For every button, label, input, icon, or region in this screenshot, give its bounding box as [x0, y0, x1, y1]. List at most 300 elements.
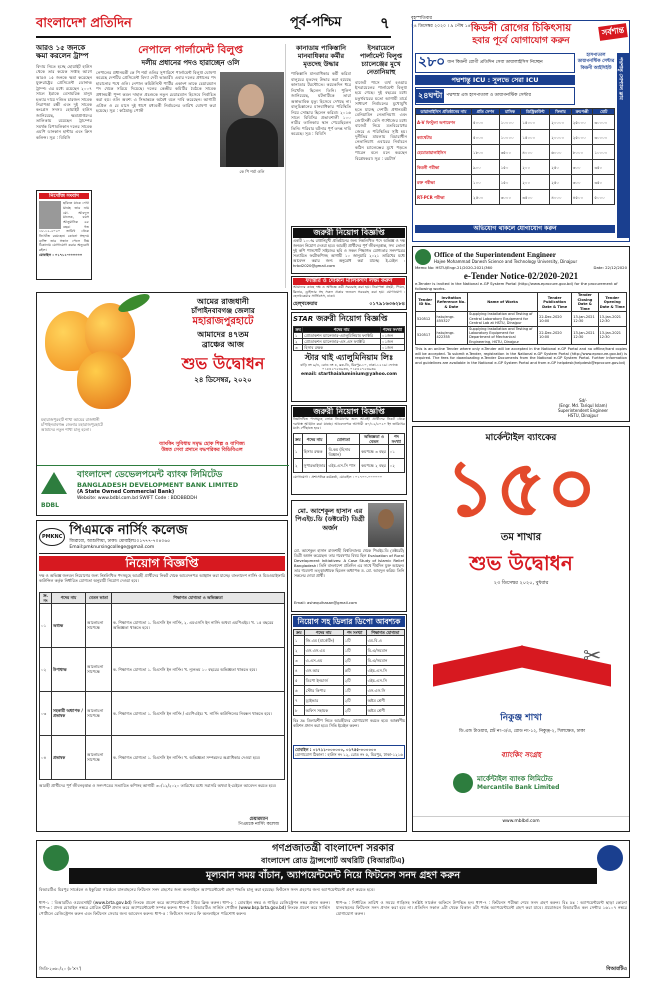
- israel-headline: ইসরায়েলে পার্লামেন্ট বিলুপ্ত চ্যালেঞ্জের মুখে নেতানিয়াহু: [359, 44, 403, 77]
- mango-leaf: [116, 290, 152, 315]
- phd-header: [294, 503, 404, 547]
- table-cell: ৫টি: [343, 666, 366, 676]
- table-header-cell: ডিস্ট্রিকাউন্ট: [521, 109, 550, 115]
- kidney-icu-banner: পদ্মশান্তু ICU : সুলভে সেরা ICU: [415, 75, 575, 85]
- recruit-ad-1-body: একটি ১০০% রপ্তানিমুখী প্রতিষ্ঠানের জন্য নিম্নলিখিত পদে অভিজ্ঞ ও দক্ষ জনবল নিয়োগ দেওয়া হবে। আগ্রহী প্রার্থীদের পূর্ণ জীবনবৃত্তান্ত, সদ্য তোলা দুই কপি পাসপোর্ট সাইজের ছবি ও সকল শিক্ষাগত যোগ্যতার সনদপত্রের সত্যায়িত ফটোকপিসহ আগামী ১০ জানুয়ারি ২০২১ তারিখের মধ্যে আবেদন করার জন্য অনুরোধ করা যাচ্ছে। ই-মেইল : hrbd2020@gmail.com: [293, 238, 405, 268]
- mercantile-address: ডি.এন্ড টাওয়ার, প্লট নং-৩/এ, রোড নং-১২, নিকুঞ্জ-২, খিলক্ষেত, ঢাকা: [458, 729, 586, 734]
- table-cell: ৮: [294, 706, 305, 716]
- table-cell: ৯০০: [472, 160, 500, 175]
- table-header-row: [40, 592, 285, 603]
- table-header-cell: মাসিক: [499, 109, 521, 115]
- recruit-ad-1-title: জরুরী নিয়োগ বিজ্ঞপ্তি: [293, 228, 405, 238]
- table-cell: ১০০০০: [499, 115, 521, 130]
- table-cell: ২৫০: [550, 160, 572, 175]
- page-number: ৭: [380, 14, 390, 32]
- kidney-stat-row: [415, 53, 575, 73]
- table-cell: আলোচনা সাপেক্ষে: [86, 647, 112, 691]
- dealer-contact-box: [293, 745, 405, 759]
- table-header-row: [294, 434, 405, 445]
- kidney-side-text: হাসপাতাল ডায়াগনস্টিক সেন্টার কিডনী আইসিইউ: [577, 53, 615, 71]
- table-cell: সহকারী অধ্যাপক / প্রভাষক: [52, 691, 86, 735]
- table-cell: ৩০০০০: [593, 115, 615, 130]
- mango-line-1: আমের রাজধানী: [197, 297, 249, 306]
- table-header-cell: Tender Publication Date & Time: [538, 293, 572, 312]
- table-cell: ২: [294, 339, 303, 345]
- kidney-title-1: কিডনী রোগের চিকিৎসায়: [470, 23, 572, 34]
- hstu-sign: Sd/-: [579, 398, 587, 403]
- table-cell: অধ্যক্ষ: [52, 603, 86, 647]
- dealer-contact-2: যোগাযোগ ঠিকানা : হাউস নং ১২, রোড নং ৫, মিরপুর, ঢাকা-১২১৬: [295, 752, 403, 758]
- table-row: [294, 666, 405, 676]
- table-cell: ৩০০: [571, 175, 593, 190]
- hstu-university: Hajee Mohammad Danesh Science and Technology University, Dinajpur: [434, 259, 578, 265]
- table-cell: ০১জন: [380, 345, 404, 351]
- table-cell: 22-Dec-2020 10:00: [538, 326, 572, 345]
- bd-gov-emblem: [43, 845, 69, 871]
- table-cell: এইচ.এস.সি পাস: [327, 459, 360, 473]
- table-cell: ৫০০০: [593, 190, 615, 205]
- bdbl-logo-shape: [41, 472, 67, 494]
- recruit-ad-2-title: জরুরী নিয়োগ বিজ্ঞপ্তি: [293, 407, 405, 417]
- mango-illustration: [37, 293, 157, 413]
- table-header-row: [416, 293, 627, 312]
- table-cell: ৩৫০০: [499, 145, 521, 160]
- mercantile-top: মার্কেন্টাইল ব্যাংকের: [485, 433, 557, 443]
- table-cell: ৪: [294, 666, 305, 676]
- nursing-ad: [36, 520, 288, 832]
- kidney-vertical-strip: [617, 53, 629, 238]
- table-row: [40, 647, 285, 691]
- star-logo: STAR: [293, 314, 314, 323]
- table-header-cell: মোট: [593, 109, 615, 115]
- nepal-article: [96, 44, 286, 288]
- table-header-cell: Tender Opening Date & Time: [598, 293, 626, 312]
- nursing-sign-2: পিএমকে নার্সিং কলেজ: [238, 822, 279, 828]
- table-header-cell: পদ সংখ্যা: [343, 630, 366, 636]
- mango-opening: শুভ উদ্বোধন: [181, 354, 265, 374]
- brta-steps-right: ধাপ-৬ : নির্ধারিত তারিখ ও সময়ে গাড়িসহ সংশ্লিষ্ট সার্কেল অফিসে উপস্থিত হন। ধাপ-৭ : ফিটনেস পরীক্ষা শেষে সনদ গ্রহণ করুন। বিঃ দ্রঃ : অ্যাপয়েন্টমেন্ট ছাড়া কোনো যানবাহনের ফিটনেস সনদ প্রদান করা হবে না। প্রতিদিন সকাল ৯টা থেকে বিকাল ৫টা পর্যন্ত অ্যাপয়েন্টমেন্ট গ্রহণ করা যাবে। প্রয়োজনে বিআরটিএ কল সেন্টার ১৬১০৭ নম্বরে যোগাযোগ করুন।: [336, 899, 627, 916]
- recruit-ad-2: [291, 405, 407, 495]
- table-cell: ক্যাথেটার: [416, 130, 472, 145]
- star-thai-table: [293, 326, 405, 351]
- nursing-logo: PMKNC: [39, 528, 65, 546]
- nepal-subhead: দলীয় প্রধানের পদও হারাচ্ছেন ওলি: [141, 59, 240, 68]
- table-cell: ১৫০: [499, 160, 521, 175]
- table-cell: অষ্টম শ্রেণী: [366, 706, 404, 716]
- missing-notice-phone: মোবাইল : ০১৭১২-০০০০০০: [39, 253, 83, 258]
- table-cell: ক. শিক্ষাগত যোগ্যতা ১. বিএসসি ইন নার্সিং / এমপিএইচ। খ. নার্সিং কাউন্সিলের নিবন্ধন থাকতে হবে।: [112, 691, 285, 735]
- table-cell: ৬: [294, 686, 305, 696]
- mercantile-branch: নিকুঞ্জ শাখা: [500, 713, 542, 723]
- bdbl-sub: (A State Owned Commercial Bank): [77, 489, 175, 496]
- canada-headline: কানাডায় পাকিস্তানি মানবাধিকার কর্মীর মৃতদেহ উদ্ধার: [296, 44, 346, 69]
- table-header-cell: পদের নাম: [303, 327, 381, 333]
- phd-photo-face: [378, 509, 394, 529]
- table-cell: ৩০০০০: [593, 130, 615, 145]
- table-cell: ২৫০০০: [571, 130, 593, 145]
- kidney-ad: [412, 20, 630, 242]
- table-cell: অষ্টম শ্রেণী: [366, 696, 404, 706]
- bdbl-mango-ad: [36, 292, 288, 516]
- mercantile-number: ১৫০: [445, 443, 597, 535]
- manpower-phone: ০১৭৯১৬৩৬২৮৪: [369, 300, 405, 307]
- table-cell: ০৩: [40, 691, 52, 735]
- table-row: [40, 735, 285, 779]
- table-header-cell: Name of Works: [468, 293, 538, 312]
- table-header-cell: শিক্ষাগত যোগ্যতা ও অভিজ্ঞতা: [112, 592, 285, 603]
- table-row: [294, 445, 405, 459]
- table-cell: ২: [294, 646, 305, 656]
- table-cell: প্রোডাকশন ম্যানেজার-এস.এস ফ্যাক্টরি: [303, 339, 381, 345]
- table-cell: জি.এম (মার্কেটিং): [304, 636, 343, 646]
- brta-steps-left: ধাপ-১ : বিআরটিএ ওয়েবসাইট (www.brta.gov.bd) লিংকে প্রবেশ করে অ্যাপয়েন্টমেন্ট ট্যাবে ক্লিক করুন। ধাপ-২ : মোবাইল নম্বর ও গাড়ির রেজিস্ট্রেশন নম্বর প্রদান করুন। ধাপ-৩ : প্রদত্ত মোবাইল নম্বরে প্রেরিত OTP প্রদান করে অ্যাপয়েন্টমেন্ট সম্পন্ন করুন। ধাপ-৪ : বিআরটিএ সার্ভিস পোর্টাল (www.bsp.brta.gov.bd) লিংকে প্রবেশ করে সার্ভিস পোর্টালে রেজিস্ট্রেশন করুন এবং ফিটনেস সেবার জন্য আবেদন করুন। ধাপ-৫ : ফিটনেস সনদের ফি অনলাইনে পরিশোধ করুন।: [39, 899, 330, 916]
- mango-line-5: ব্রাঞ্চের আজ: [202, 340, 244, 350]
- table-cell: ১৫০০০: [521, 115, 550, 130]
- nursing-intro: দক্ষ ও অভিজ্ঞ জনবল নিয়োগের জন্য নিম্নলিখিত পদসমূহে আগ্রহী প্রার্থীদের নিকট থেকে আবেদনপত্র আহ্বান করা যাচ্ছে। বাংলাদেশ নার্সিং ও মিডওয়াইফারি কাউন্সিল কর্তৃক নির্ধারিত যোগ্যতা অনুযায়ী নিয়োগ দেওয়া হবে।: [39, 572, 285, 583]
- table-cell: hstu/engr-422355: [435, 326, 468, 345]
- table-cell: ২০০: [521, 160, 550, 175]
- table-cell: ৩৫০০: [521, 190, 550, 205]
- mango-line-2: চাঁপাইনবাবগঞ্জ জেলার: [191, 307, 255, 315]
- table-header-cell: ক্রম: [294, 434, 303, 445]
- table-cell: আলোচনা সাপেক্ষে: [86, 735, 112, 779]
- table-row: [294, 339, 405, 345]
- hstu-signer: (Engr. Md. Tariqul Islam): [558, 403, 608, 408]
- brta-steps: [39, 900, 627, 966]
- dealer-title: নিয়োগ সহ ডিলার ডিপো আবশ্যক: [293, 616, 405, 627]
- table-cell: এস.আর: [304, 666, 343, 676]
- table-header-cell: শিক্ষাগত যোগ্যতা: [366, 630, 404, 636]
- kidney-badge: সর্বশান্ত: [598, 23, 628, 41]
- missing-notice-body: ছবিতে যাকে দেখা যাচ্ছে তার নাম মো. আবদুল মালেক, বয়স আনুমানিক ৬৫ বছর। গত ১৮-১২-২০২০ তারিখ থেকে নিখোঁজ রয়েছেন। কোনো সহৃদয় ব্যক্তি তার সন্ধান পেলে নিম্ন ঠিকানায় যোগাযোগ করার অনুরোধ রইল।: [39, 201, 89, 252]
- hstu-tender-table: [415, 292, 627, 345]
- table-cell: সুপারভাইজার: [302, 459, 327, 473]
- hstu-date: Date: 22/12/2020: [593, 265, 627, 270]
- mercantile-opening: শুভ উদ্বোধন: [469, 550, 573, 575]
- table-cell: ১: [294, 333, 303, 339]
- dealer-ad: [291, 614, 407, 832]
- hstu-header: [415, 249, 627, 265]
- table-cell: ২০০০০: [550, 130, 572, 145]
- table-cell: ০১: [388, 445, 404, 459]
- table-header-cell: Tender ID No.: [416, 293, 436, 312]
- mango-branch-note: মহারাজপুরহাট শাখা আমের রাজধানী চাঁপাইনবাবগঞ্জ জেলার মহারাজপুরহাটে আমাদের নতুন শাখা চালু হলো।: [41, 417, 103, 433]
- brta-gov: গণপ্রজাতন্ত্রী বাংলাদেশ সরকার: [272, 843, 394, 854]
- date-weekday: বৃহস্পতিবার: [411, 16, 432, 21]
- table-cell: ২টি: [343, 676, 366, 686]
- table-cell: ২৫০০: [472, 190, 500, 205]
- table-cell: ৭: [294, 696, 305, 706]
- table-header-cell: ক্রম: [295, 327, 301, 332]
- brta-footer: [39, 966, 627, 972]
- brta-logo-icon: [597, 845, 623, 871]
- table-cell: ৫০০০: [472, 115, 500, 130]
- kidney-bottom-banner: অভিযোগ থাকলে যোগাযোগ করুন: [415, 225, 615, 233]
- table-header-cell: ডায়ালাইসিস প্রতিষ্ঠানের নাম: [416, 109, 472, 115]
- table-cell: হিসাব রক্ষক: [303, 345, 381, 351]
- table-row: [294, 459, 405, 473]
- table-cell: কমপক্ষে ৩ বছর: [360, 445, 388, 459]
- missing-notice: [36, 190, 92, 280]
- table-header-cell: ক্রমপঞ্জী: [571, 109, 593, 115]
- table-cell: ১টি: [343, 646, 366, 656]
- nursing-name: পিএমকে নার্সিং কলেজ: [69, 523, 188, 538]
- table-cell: ১: [294, 636, 305, 646]
- table-cell: ৩: [294, 656, 305, 666]
- hstu-office: Office of the Superintendent Engineer: [434, 249, 557, 259]
- mercantile-tag: ব্যাংকিং সংগ্রহ: [501, 751, 541, 759]
- oli-photo-coat: [226, 118, 278, 167]
- brta-org: বাংলাদেশ রোড ট্রান্সপোর্ট অথরিটি (বিআরটিএ): [261, 855, 405, 865]
- table-row: [294, 706, 405, 716]
- table-header-cell: ফিলার: [550, 109, 572, 115]
- table-cell: এম.বি.এ: [366, 636, 404, 646]
- table-row: [416, 326, 627, 345]
- kidney-price-table: [415, 108, 615, 205]
- hstu-signer-place: HSTU, Dinajpur: [567, 413, 599, 418]
- hstu-note: This is an online Tender where only e-Tender will be accepted in the National e-GP Portal and no offline/hard copies will be accepted. To submit e-Tender, registration in the National e-GP System Portal (http://www.eprocure.gov.bd) is required. The fees for downloading e-Tender Documents from the National e-GP System Portal. Further information and guidelines are available in the National e-GP System Portal and from e-GP helpdesk(helpdesk@eprocure.gov.bd): [415, 347, 627, 366]
- star-thai-ad: [291, 312, 407, 402]
- table-cell: ০১জন: [380, 339, 404, 345]
- table-cell: 13-Jan-2021 12:30: [572, 326, 598, 345]
- manpower-title: ফ্যাক্টরি ও দোকান মালিকগণ লক্ষ্য করুন: [293, 278, 405, 285]
- ribbon-left: [433, 645, 523, 686]
- section-title: পূর্ব-পশ্চিম: [290, 15, 342, 30]
- bdbl-names: [77, 470, 285, 501]
- star-thai-header: [293, 314, 405, 324]
- mango-slogan-2: উন্নত সেবা প্রদানে বদ্ধপরিকর বিডিবিএল: [161, 447, 243, 454]
- table-cell: এইচ.এস.সি: [366, 676, 404, 686]
- table-cell: প্রভাষক: [52, 735, 86, 779]
- kidney-hours: ২৪ঘণ্টা: [416, 89, 444, 103]
- table-cell: ক. শিক্ষাগত যোগ্যতা ১. বিএসসি ইন নার্সিং। খ. ন্যূনতম ১০ বছরের অভিজ্ঞতা থাকতে হবে।: [112, 647, 285, 691]
- brta-code: জিডি-২৩৬০/২০ (৮'×৭'): [39, 965, 82, 971]
- table-cell: ড্রাইভার: [304, 696, 343, 706]
- table-row: [294, 333, 405, 339]
- table-cell: Supplying Installation and Testing of Laboratory Equipment for Department of Mechanical Engineering, HSTU, Dinajpur: [468, 326, 538, 345]
- table-cell: ৮০০০: [571, 145, 593, 160]
- bdbl-web: Website: www.bdbl.com.bd SWIFT Code : BDDBBDDH: [77, 495, 198, 501]
- table-cell: ২০০: [521, 175, 550, 190]
- brta-sign: বিআরটিএ: [606, 965, 627, 972]
- table-row: [416, 312, 627, 326]
- table-cell: 22-Dec-2020 10:00: [538, 312, 572, 326]
- kidney-title-2: হবার পূর্বে যোগাযোগ করুন: [472, 35, 570, 46]
- table-header-cell: অভিজ্ঞতা ও বেতন: [360, 434, 388, 445]
- table-row: [294, 345, 405, 351]
- masthead-logo: বাংলাদেশ প্রতিদিন: [36, 16, 132, 31]
- table-cell: ৪৫০০: [571, 190, 593, 205]
- table-row: [416, 175, 615, 190]
- table-cell: ৩৫০: [593, 175, 615, 190]
- table-cell: প্রোডাকশন ম্যানেজার-এ্যালুমিনিয়াম ফ্যাক্টরি: [303, 333, 381, 339]
- israel-body: বাজেট পাসে ব্যর্থ হওয়ায় ইসরায়েলের পার্লামেন্ট বিলুপ্ত হয়ে গেছে। দুই বছরের মধ্যে চতুর্থবারের মতো আগামী মার্চে সাধারণ নির্বাচনের মুখোমুখি হতে যাচ্ছে দেশটি। প্রধানমন্ত্রী বেনিয়ামিন নেতানিয়াহু এবং জোটসঙ্গী বেনি গ্যান্টজের মধ্যে বাজেট নিয়ে মতবিরোধের জেরে এ পরিস্থিতির সৃষ্টি হয়। দুর্নীতির মামলায় বিচারাধীন নেতানিয়াহু এবারের নির্বাচনে কঠিন চ্যালেঞ্জের মুখে পড়তে পারেন বলে মনে করছেন বিশ্লেষকরা। সূত্র : রয়টার্স: [355, 79, 407, 161]
- brta-ad: [36, 840, 630, 978]
- mango-date: ২৪ ডিসেম্বর, ২০২০: [194, 376, 252, 385]
- trump-headline: আরও ১৫ জনকে ক্ষমা করলেন ট্রাম্প: [36, 44, 89, 61]
- mango-fruit-3: [77, 351, 131, 409]
- phd-photo: [368, 503, 404, 547]
- mercantile-web: www.mblbd.com: [413, 816, 629, 825]
- ribbon-scissors-graphic: [433, 637, 611, 697]
- table-cell: 520512: [416, 312, 436, 326]
- table-cell: কিডনী পরীক্ষা: [416, 160, 472, 175]
- table-row: [294, 656, 405, 666]
- table-cell: আলোচনা সাপেক্ষে: [86, 691, 112, 735]
- table-cell: ১০০০০: [593, 145, 615, 160]
- israel-article: [355, 44, 407, 224]
- table-cell: বি.কম (হিসাব বিজ্ঞান): [327, 445, 360, 459]
- manpower-ad: [291, 276, 407, 310]
- missing-person-photo: [39, 201, 61, 229]
- table-header-cell: পদের নাম: [304, 630, 343, 636]
- kidney-hours-row: [415, 87, 575, 105]
- oli-caption: কে পি শর্মা ওলি: [239, 169, 265, 174]
- kidney-stat-number: ২৮০: [418, 54, 446, 71]
- table-row: [294, 686, 405, 696]
- table-cell: কমপক্ষে ২ বছর: [360, 459, 388, 473]
- table-cell: ২৫০: [550, 175, 572, 190]
- trump-body: বিদায় নিতে হচ্ছে হোয়াইট হাউস থেকে তার কয়েক সপ্তাহ আগে আরও ১৫ জনকে ক্ষমা করেছেন যুক্তরাষ্ট্রের প্রেসিডেন্ট ডোনাল্ড ট্রাম্প। এর মধ্যে রয়েছেন ২০০৭ সালে ইরাকে বেসামরিক মানুষ হত্যার দায়ে দণ্ডিত চারজন সাবেক নিরাপত্তা রক্ষী এবং দুই সাবেক কংগ্রেস সদস্য। হোয়াইট হাউস জানিয়েছে, ক্ষমাপ্রাপ্তদের তালিকায় রয়েছেন ট্রাম্পের সমর্থক রিপাবলিকান দলের সাবেক এমপি ডানকান হান্টার এবং ক্রিস কলিন্স। সূত্র : বিবিসি: [36, 63, 93, 140]
- table-cell: বি.এ/সমমান: [366, 656, 404, 666]
- recruit-ad-2-footer: যোগাযোগ : প্রশাসনিক কর্মকর্তা, মোবাইল : ০১৭০০-০০০০০০: [293, 475, 383, 479]
- table-cell: রক্ত পরীক্ষা: [416, 175, 472, 190]
- table-cell: 13-Jan-2021 12:30: [598, 326, 626, 345]
- brta-banner: মূল্যবান সময় বাঁচান, অ্যাপয়েন্টমেন্ট নিয়ে ফিটনেস সনদ গ্রহণ করুন: [69, 868, 597, 884]
- mercantile-ad: [412, 426, 630, 832]
- star-thai-company: স্টার থাই এ্যালুমিনিয়াম লিঃ: [304, 353, 394, 362]
- table-cell: ১০০০০: [499, 130, 521, 145]
- canada-body: পাকিস্তানি মানবাধিকার কর্মী করিমা বালুচের মৃতদেহ উদ্ধার করা হয়েছে কানাডার টরন্টোতে। কয়েকদিন ধরে নিখোঁজ ছিলেন তিনি। পুলিশ জানিয়েছে, ঘটনাটিকে তারা অস্বাভাবিক মৃত্যু হিসেবে দেখছে না। বালুচিস্তানের মানবাধিকার পরিস্থিতি নিয়ে সোচ্চার ছিলেন করিমা। ২০১৬ সালে বিবিসির প্রভাবশালী ১০০ নারীর তালিকায় স্থান পেয়েছিলেন তিনি। পরিবার ঘটনার পূর্ণ তদন্ত দাবি করেছে। সূত্র : বিবিসি: [291, 71, 351, 137]
- nursing-address: জিরাবো, আশুলিয়া, ঢাকা। মোবাইলঃ০১৭৭৭-৭০৪০৬৫: [69, 539, 171, 545]
- scissors-icon: ✂: [583, 644, 602, 669]
- table-cell: এস.এস.এম: [304, 646, 343, 656]
- table-row: [294, 636, 405, 646]
- table-row: [40, 603, 285, 647]
- table-cell: ০১: [40, 603, 52, 647]
- hstu-logo-icon: [415, 249, 431, 265]
- kidney-vertical-text: পদ্মশান্তু সোশ্যাল ক্লাব: [617, 57, 624, 100]
- mango-text-block: [161, 297, 285, 385]
- trump-article: [36, 44, 92, 184]
- table-cell: ২টি: [343, 706, 366, 716]
- dealer-contact-1: মোবাইল : ০১৭১১-০০০০০০, ০১৭৫৫-০০০০০০: [295, 747, 377, 753]
- mercantile-nth: তম শাখার: [500, 532, 542, 544]
- table-cell: ০২: [40, 647, 52, 691]
- table-cell: ২টি: [343, 656, 366, 666]
- hstu-memo: Memo No: HSTU/Engr-21/2020-2021/360: [415, 265, 493, 270]
- recruit-ad-2-table: [293, 433, 405, 473]
- bdbl-abbr: BDBL: [41, 502, 59, 509]
- table-cell: ০২: [388, 459, 404, 473]
- missing-notice-title: নিখোঁজ সংবাদ: [39, 193, 89, 199]
- manpower-contact-row: [293, 301, 405, 307]
- table-row: [294, 676, 405, 686]
- table-cell: ক. শিক্ষাগত যোগ্যতা ১. বিএসসি ইন নার্সিং, ২. এমএসসি ইন নার্সিং অথবা এমপিএইচ। খ. ১৫ বছরের অভিজ্ঞতা থাকতে হবে।: [112, 603, 285, 647]
- table-cell: ১টি: [343, 636, 366, 646]
- table-cell: ডিপো ইনচার্জ: [304, 676, 343, 686]
- table-row: [416, 160, 615, 175]
- table-cell: ৬০০০: [550, 145, 572, 160]
- nursing-header-text: [69, 523, 285, 551]
- nursing-title: নিয়োগ বিজ্ঞপ্তি: [39, 556, 285, 571]
- table-cell: ২৫০০০: [571, 115, 593, 130]
- table-cell: RT-PCR পরীক্ষা: [416, 190, 472, 205]
- table-cell: ৩: [294, 345, 303, 351]
- phd-email: Email: ashequlhasan@gmail.com: [294, 600, 358, 605]
- table-cell: ০১জন: [380, 333, 404, 339]
- dealer-notes: বিঃ দ্রঃ ডিলারশীপ নিতে আগ্রহীদের যোগাযোগ করতে হবে। আকর্ষণীয় কমিশন প্রদান করা হবে। সিভি ইমেইল করুন।: [293, 718, 405, 729]
- table-cell: ১: [294, 445, 303, 459]
- table-cell: এস.এস.সি: [366, 686, 404, 696]
- table-row: [40, 691, 285, 735]
- table-cell: 13-Jan-2021 12:30: [572, 312, 598, 326]
- oli-photo: [220, 72, 284, 167]
- table-cell: আলোচনা সাপেক্ষে: [86, 603, 112, 647]
- table-cell: ৩০০০: [499, 190, 521, 205]
- table-row: [416, 190, 615, 205]
- table-cell: ১৮০০: [472, 145, 500, 160]
- mango-line-4: আমাদের ৪৭তম: [197, 330, 249, 340]
- table-row: [416, 130, 615, 145]
- table-row: [416, 115, 615, 130]
- dealer-table: [293, 629, 405, 716]
- table-header-cell: Invitation Reference No. & Date: [435, 293, 468, 312]
- table-header-cell: পদের সংখ্যা: [380, 327, 404, 333]
- oli-photo-face: [238, 84, 264, 116]
- table-cell: ১৫০০০: [521, 130, 550, 145]
- nursing-email: Email:pmknursingcollege@gmail.com: [69, 544, 155, 550]
- table-cell: ক. শিক্ষাগত যোগ্যতা ১. বিএসসি ইন নার্সিং। খ. অভিজ্ঞতা সম্পন্নদের অগ্রাধিকার দেওয়া হবে।: [112, 735, 285, 779]
- date-line: ২৪ ডিসেম্বর ২০২০ । ৯ পৌষ ১৪২৭: [411, 24, 477, 29]
- table-cell: hstu/engr-455327: [435, 312, 468, 326]
- table-cell: হিসাব রক্ষক: [302, 445, 327, 459]
- star-thai-email: email: starthaialuminium@yahoo.com: [301, 371, 397, 377]
- hstu-signature: [543, 398, 623, 418]
- table-cell: এ.এস.এম: [304, 656, 343, 666]
- brta-intro: বিআরটিএ মিরপুর সার্কেলে ও ইকুরিয়া সার্কেলে যানবাহনের ফিটনেস সনদ গ্রহণের জন্য অনলাইনে অ্যাপয়েন্টমেন্ট গ্রহণ পদ্ধতি চালু করা হয়েছে। ফিটনেস সনদ গ্রহণের জন্য অ্যাপয়েন্টমেন্ট গ্রহণ করতে হবে।: [39, 886, 375, 892]
- canada-article: [291, 44, 351, 204]
- table-cell: উপাধ্যক্ষ: [52, 647, 86, 691]
- phd-body: মো. আশেকুল হাসান রাজশাহী বিশ্ববিদ্যালয় থেকে পিএইচ.ডি (ডক্টরেট) ডিগ্রী অর্জন করেছেন। তার গবেষণার বিষয় ছিল Evaluation of Rural Development Initiatives: A Case Study of Islamic Relief Bangladesh। তিনি বাংলাদেশ প্রতিদিন এর সাথে দীর্ঘদিন যুক্ত আছেন। তার গবেষণা তত্ত্বাবধায়ক ছিলেন অধ্যাপক ড. মো. আবদুল করিম। তিনি সকলের দোয়া প্রার্থী।: [294, 548, 404, 578]
- table-cell: ০৪: [40, 735, 52, 779]
- table-cell: হেমোডায়ালাইসিস: [416, 145, 472, 160]
- hstu-notice-title: e-Tender Notice-02/2020-2021: [463, 270, 579, 281]
- table-header-cell: পদের নাম: [302, 434, 327, 445]
- nepal-body: নেপালের প্রধানমন্ত্রী কে পি শর্মা ওলির সুপারিশে পার্লামেন্ট বিলুপ্ত ঘোষণা করেছে দেশটির প্রেসিডেন্ট বিদ্যা দেবী ভান্ডারী। এবার দলের প্রধানের পদ হারানোর পথে ওলি। নেপাল কমিউনিস্ট পার্টির একাংশ তাকে চেয়ারম্যান পদ থেকে সরিয়ে দিয়েছে। দলের কেন্দ্রীয় কমিটির বৈঠকে সাবেক প্রধানমন্ত্রী পুষ্প কমল দাহাল প্রচণ্ডকে নতুন চেয়ারম্যান হিসেবে নির্বাচিত করা হয়। ওলি অবশ্য এ সিদ্ধান্তকে অবৈধ বলে দাবি করেছেন। আগামী এপ্রিল ও মে মাসে দুই ধাপে মধ্যবর্তী নির্বাচনের তারিখ ঘোষণা করা হয়েছে। সূত্র : কাঠমান্ডু পোস্ট: [96, 70, 216, 114]
- table-header-cell: যোগ্যতা: [327, 434, 360, 445]
- mercantile-brand-row: [453, 773, 613, 793]
- table-header-cell: বেতন ভাতা: [86, 592, 112, 603]
- kidney-hours-text: পদ্মশাস্ত্ৰ এন্ড হাসপাতাল ও ডায়াগনস্টিক সেন্টার: [446, 93, 531, 99]
- mercantile-brand-text: [477, 775, 559, 791]
- manpower-body: আমাদের কাছে দক্ষ ও অভিজ্ঞ কর্মী সরবরাহ করা হয়। নিরাপত্তা প্রহরী, পিয়ন, ক্লিনার, ড্রাইভার সহ সকল প্রকার জনবল সরবরাহ করা হয়। যোগাযোগ : হেলথকেয়ার সার্ভিসেস, ঢাকা।: [293, 284, 405, 299]
- bdbl-name-en: BANGLADESH DEVELOPMENT BANK LIMITED: [77, 481, 239, 490]
- recruit-ad-2-intro: নিম্নলিখিত পদসমূহে লোক নিয়োগের জন্য আগ্রহী প্রার্থীদের নিকট থেকে দরখাস্ত আহ্বান করা যাচ্ছে। আবেদনপত্র আগামী ৩০/১২/২০২০ ইং তারিখের মধ্যে পৌঁছাতে হবে।: [293, 417, 405, 431]
- masthead-rule: [36, 36, 391, 38]
- mercantile-logo-icon: [453, 773, 473, 793]
- table-cell: ১টি: [343, 686, 366, 696]
- table-cell: 520517: [416, 326, 436, 345]
- mercantile-bank-bn: মার্কেন্টাইল ব্যাংক লিমিটেড: [477, 774, 553, 783]
- table-cell: 13-Jan-2021 12:30: [598, 312, 626, 326]
- recruit-ad-1: [291, 226, 407, 274]
- star-thai-address: বাড়ি নং ৯/এ, রোড নং ৪, ব্লক-ডি, মিরপুর-১০, ঢাকা-১২১৬। ফোনঃ ০১৮৪২৭২৩৯৩৩, ০১৮৪২৭২৩৯৩৬: [300, 363, 398, 372]
- table-cell: Supplying Installation and Testing of Central Laboratory Equipment for Central Lab at HSTU, Dinajpur: [468, 312, 538, 326]
- table-header-cell: পদ সংখ্যা: [388, 434, 404, 445]
- nursing-table: [39, 592, 285, 780]
- nepal-headline: নেপালে পার্লামেন্ট বিলুপ্ত: [138, 44, 243, 56]
